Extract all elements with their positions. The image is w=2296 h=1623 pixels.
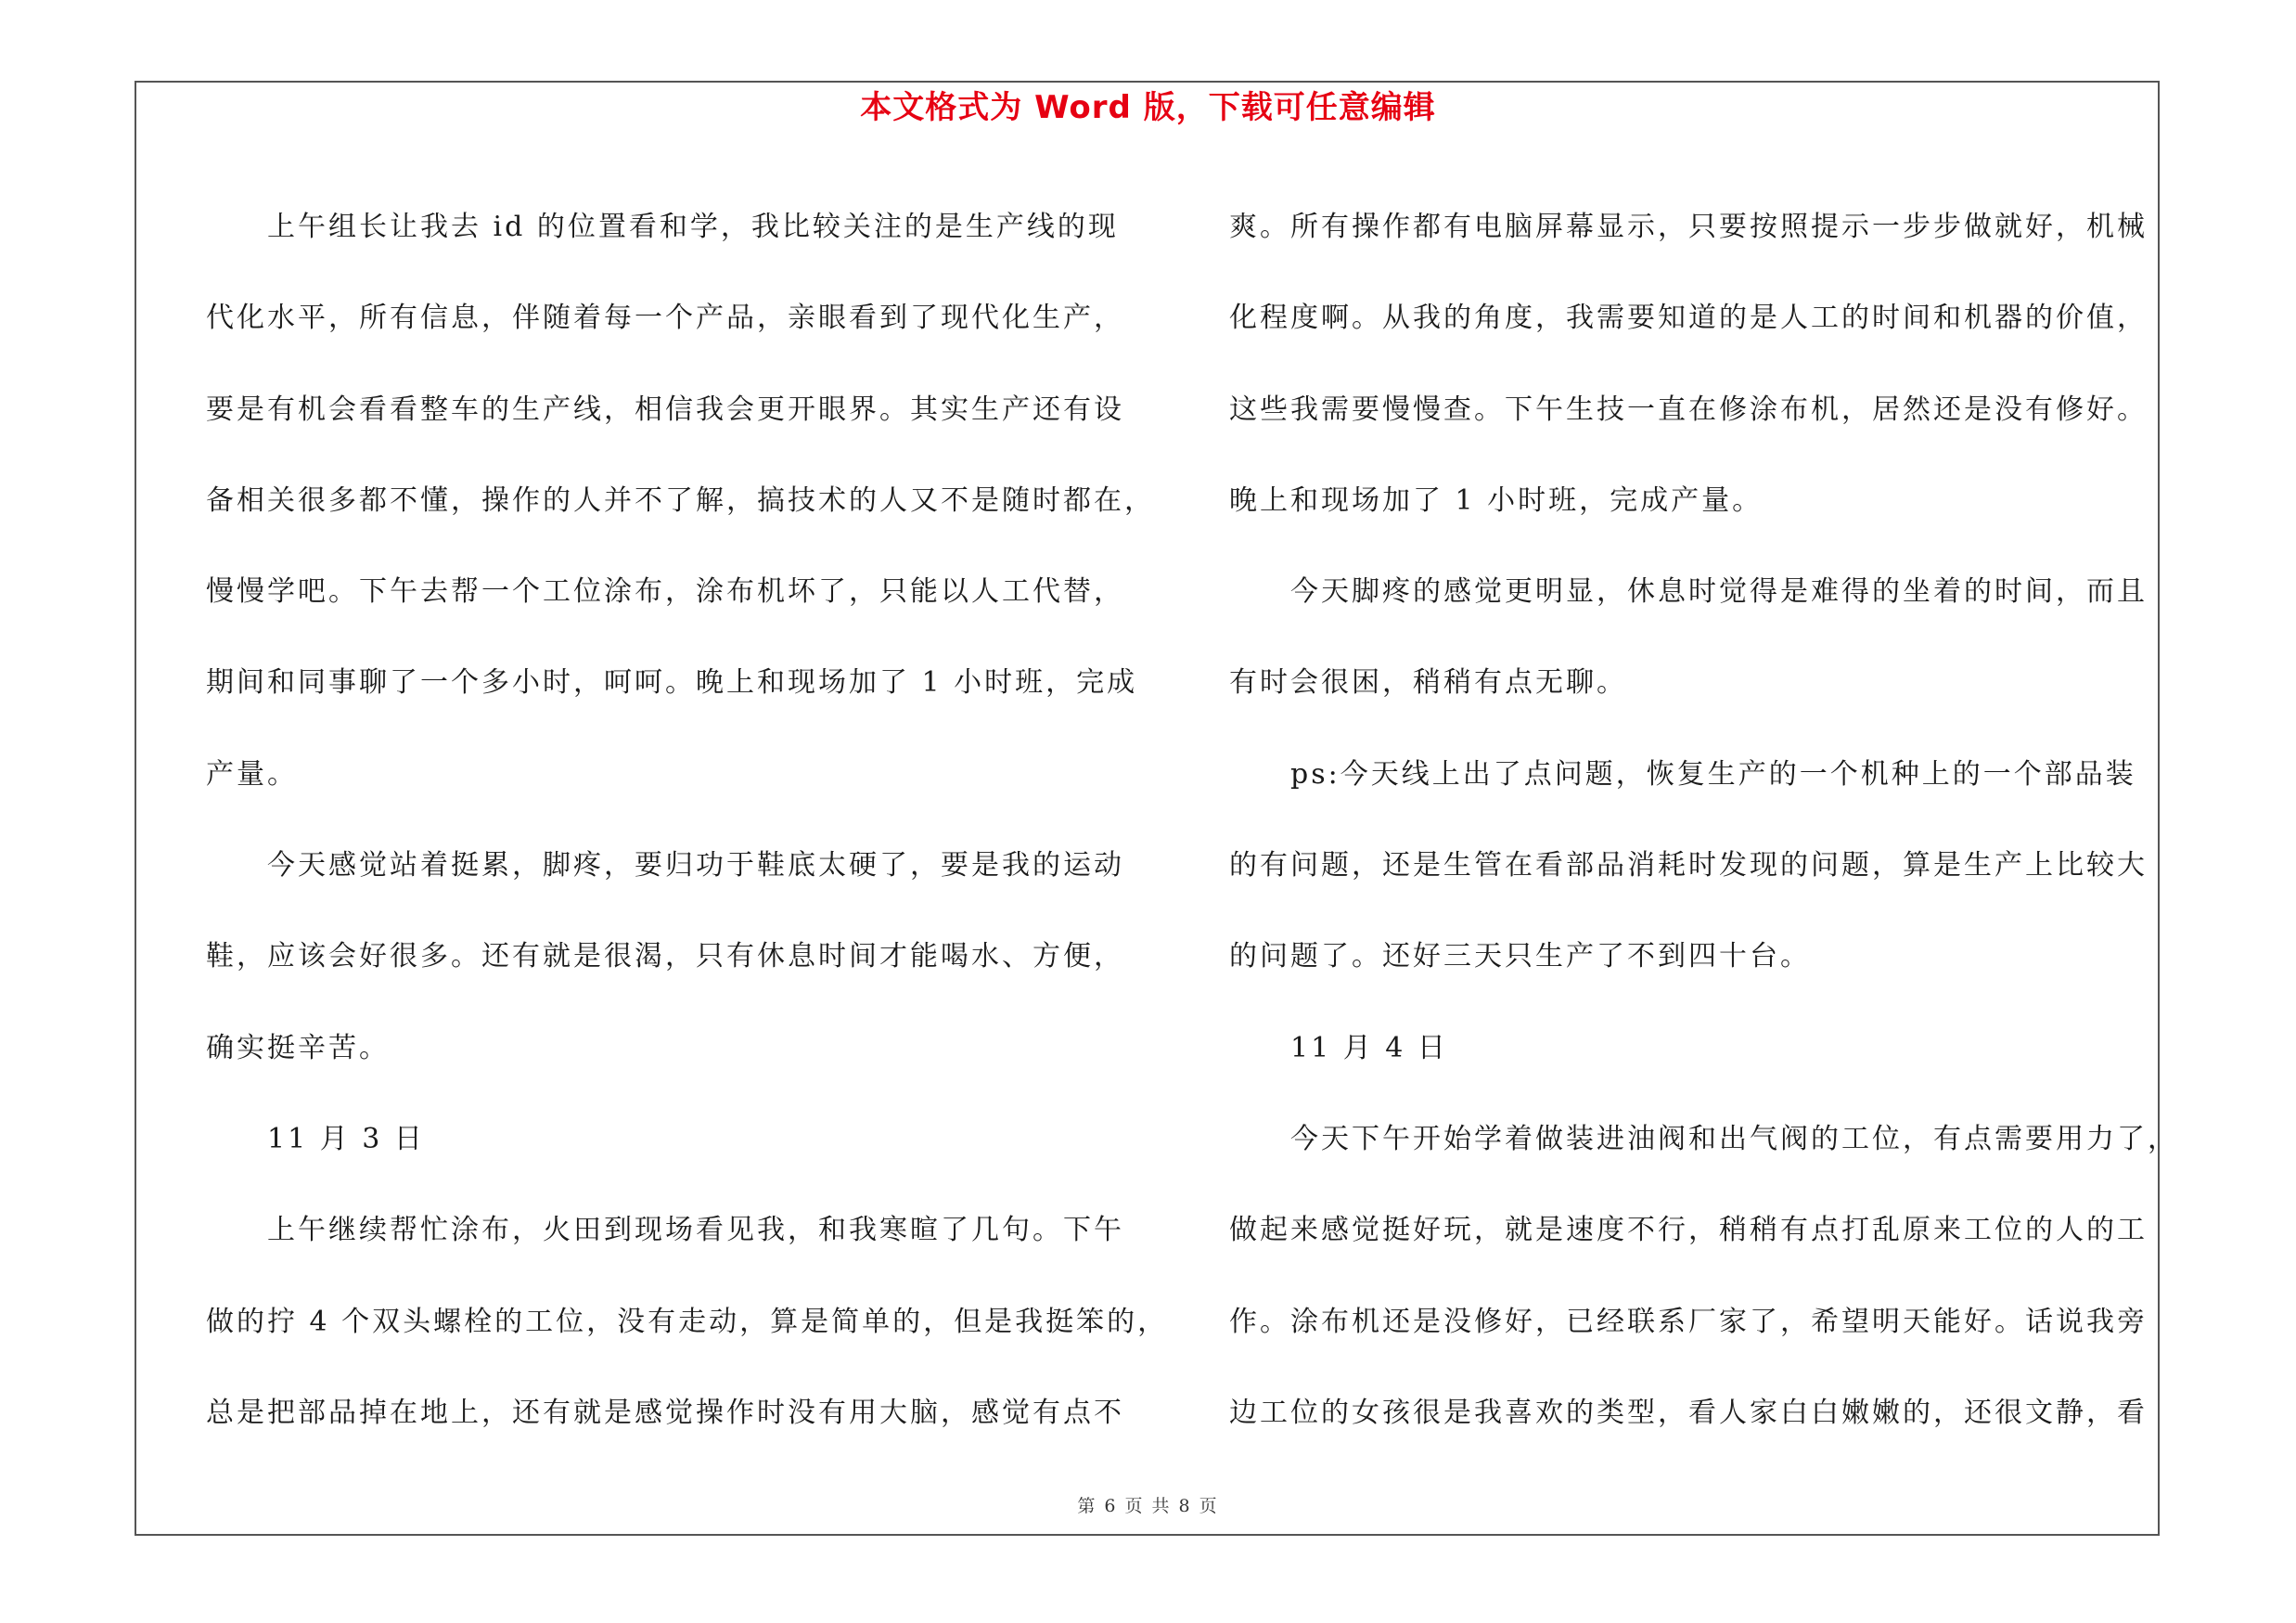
text-line: 晚上和现场加了 1 小时班，完成产量。 bbox=[1229, 483, 1764, 517]
text-line: 代化水平，所有信息，伴随着每一个产品，亲眼看到了现代化生产， bbox=[206, 302, 1124, 335]
text-line: 做的拧 4 个双头螺栓的工位，没有走动，算是简单的，但是我挺笨的， bbox=[206, 1305, 1169, 1338]
text-line: 爽。所有操作都有电脑屏幕显示，只要按照提示一步步做就好，机械 bbox=[1229, 211, 2148, 243]
text-line: 有时会很困，稍稍有点无聊。 bbox=[1229, 666, 1627, 700]
text-line: 的问题了。还好三天只生产了不到四十台。 bbox=[1229, 940, 1811, 973]
text-line: 今天感觉站着挺累，脚疼，要归功于鞋底太硬了，要是我的运动 bbox=[267, 849, 1124, 882]
text-line: 化程度啊。从我的角度，我需要知道的是人工的时间和机器的价值， bbox=[1229, 302, 2148, 335]
text-line: 慢慢学吧。下午去帮一个工位涂布，涂布机坏了，只能以人工代替， bbox=[206, 575, 1124, 609]
right-column bbox=[1229, 182, 2178, 1459]
text-line: 总是把部品掉在地上，还有就是感觉操作时没有用大脑，感觉有点不 bbox=[206, 1396, 1124, 1429]
left-column bbox=[206, 182, 1169, 1459]
text-line: 今天下午开始学着做装进油阀和出气阀的工位，有点需要用力了， bbox=[1290, 1122, 2178, 1155]
text-line: 备相关很多都不懂，操作的人并不了解，搞技术的人又不是随时都在， bbox=[206, 483, 1155, 517]
text-line: 上午继续帮忙涂布，火田到现场看见我，和我寒暄了几句。下午 bbox=[267, 1214, 1124, 1247]
text-line: 11 月 4 日 bbox=[1290, 1031, 1448, 1064]
text-line: 确实挺辛苦。 bbox=[206, 1031, 390, 1064]
text-line: 鞋，应该会好很多。还有就是很渴，只有休息时间才能喝水、方便， bbox=[206, 940, 1124, 973]
text-line: 这些我需要慢慢查。下午生技一直在修涂布机，居然还是没有修好。 bbox=[1229, 393, 2148, 426]
text-line: 做起来感觉挺好玩，就是速度不行，稍稍有点打乱原来工位的人的工 bbox=[1229, 1214, 2148, 1247]
text-line: 11 月 3 日 bbox=[267, 1122, 425, 1155]
text-line: 边工位的女孩很是我喜欢的类型，看人家白白嫩嫩的，还很文静，看 bbox=[1229, 1396, 2148, 1429]
text-line: 上午组长让我去 id 的位置看和学，我比较关注的是生产线的现 bbox=[267, 211, 1119, 243]
text-line: 作。涂布机还是没修好，已经联系厂家了，希望明天能好。话说我旁 bbox=[1229, 1305, 2148, 1338]
text-line: 今天脚疼的感觉更明显，休息时觉得是难得的坐着的时间，而且 bbox=[1290, 575, 2148, 609]
text-line: 的有问题，还是生管在看部品消耗时发现的问题，算是生产上比较大 bbox=[1229, 849, 2148, 882]
word-format-banner: 本文格式为 Word 版，下载可任意编辑 bbox=[860, 89, 1436, 126]
text-line: 期间和同事聊了一个多小时，呵呵。晚上和现场加了 1 小时班，完成 bbox=[206, 666, 1138, 700]
page-number-footer: 第 6 页 共 8 页 bbox=[1077, 1496, 1219, 1516]
text-line: 产量。 bbox=[206, 757, 298, 791]
text-line: 要是有机会看看整车的生产线，相信我会更开眼界。其实生产还有设 bbox=[206, 393, 1124, 426]
text-line: ps:今天线上出了点问题，恢复生产的一个机种上的一个部品装 bbox=[1290, 757, 2136, 791]
